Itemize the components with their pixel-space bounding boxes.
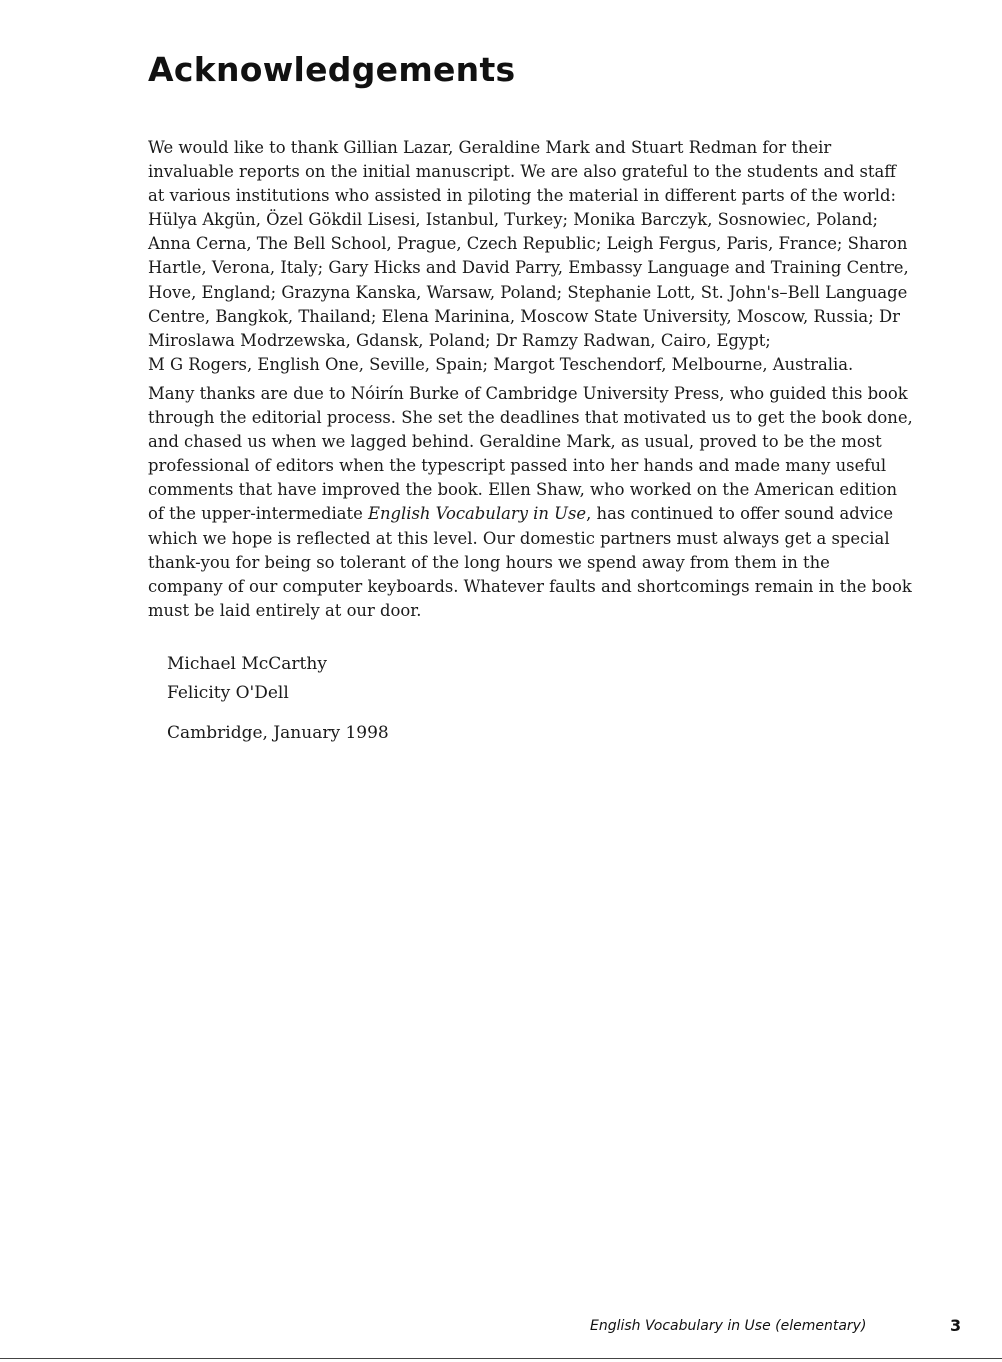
paragraph-line: at various institutions who assisted in piloting the material in different parts of the world: [148, 186, 897, 206]
line-text: of the upper-intermediate [148, 504, 368, 524]
paragraph-line: invaluable reports on the initial manuscript. We are also grateful to the students and staff [148, 162, 896, 182]
paragraph-line: professional of editors when the typescript passed into her hands and made many useful [148, 456, 887, 476]
paragraph-line: Many thanks are due to Nóirín Burke of Cambridge University Press, who guided this book [148, 383, 908, 403]
page-number: 3 [950, 1316, 962, 1335]
paragraph-line: through the editorial process. She set the deadlines that motivated us to get the book done, [148, 408, 913, 428]
paragraph-line: Anna Cerna, The Bell School, Prague, Czech Republic; Leigh Fergus, Paris, France; Sharon [148, 234, 908, 254]
paragraph-line: Hülya Akgün, Özel Gökdil Lisesi, Istanbul, Turkey; Monika Barczyk, Sosnowiec, Poland; [148, 210, 878, 230]
paragraph-line: M G Rogers, English One, Seville, Spain; Margot Teschendorf, Melbourne, Australia. [148, 354, 854, 374]
paragraph-line: company of our computer keyboards. Whatever faults and shortcomings remain in the book [148, 576, 912, 596]
paragraph-line: which we hope is reflected at this level. Our domestic partners must always get a special [148, 528, 890, 548]
thanks-reviewers-paragraph [148, 136, 964, 377]
paragraph-line: and chased us when we lagged behind. Geraldine Mark, as usual, proved to be the most [148, 432, 882, 452]
paragraph-line [148, 504, 893, 523]
author-name: Felicity O'Dell [167, 683, 289, 703]
acknowledgements-body [148, 136, 964, 623]
author-name: Michael McCarthy [167, 654, 327, 674]
paragraph-line: Hartle, Verona, Italy; Gary Hicks and David Parry, Embassy Language and Training Centre, [148, 258, 909, 278]
paragraph-line: We would like to thank Gillian Lazar, Geraldine Mark and Stuart Redman for their [148, 138, 832, 157]
place-date: Cambridge, January 1998 [167, 723, 389, 743]
footer-book-title: English Vocabulary in Use (elementary) [590, 1318, 867, 1334]
book-title-italic: English Vocabulary in Use [367, 504, 587, 524]
paragraph-line: thank-you for being so tolerant of the long hours we spend away from them in the [148, 552, 830, 572]
line-text: , has continued to offer sound advice [586, 504, 894, 524]
paragraph-line: Hove, England; Grazyna Kanska, Warsaw, Poland; Stephanie Lott, St. John's–Bell Language [148, 282, 908, 302]
paragraph-line: comments that have improved the book. Ellen Shaw, who worked on the American edition [148, 480, 898, 500]
paragraph-line: must be laid entirely at our door. [148, 600, 422, 620]
paragraph-line: Centre, Bangkok, Thailand; Elena Marinina, Moscow State University, Moscow, Russia; Dr [148, 306, 900, 326]
thanks-editors-paragraph [148, 382, 964, 623]
page-title: Acknowledgements [148, 50, 516, 89]
signoff-block [167, 650, 389, 748]
page-bottom-rule [0, 1358, 1002, 1359]
paragraph-line: Miroslawa Modrzewska, Gdansk, Poland; Dr Ramzy Radwan, Cairo, Egypt; [148, 330, 771, 350]
